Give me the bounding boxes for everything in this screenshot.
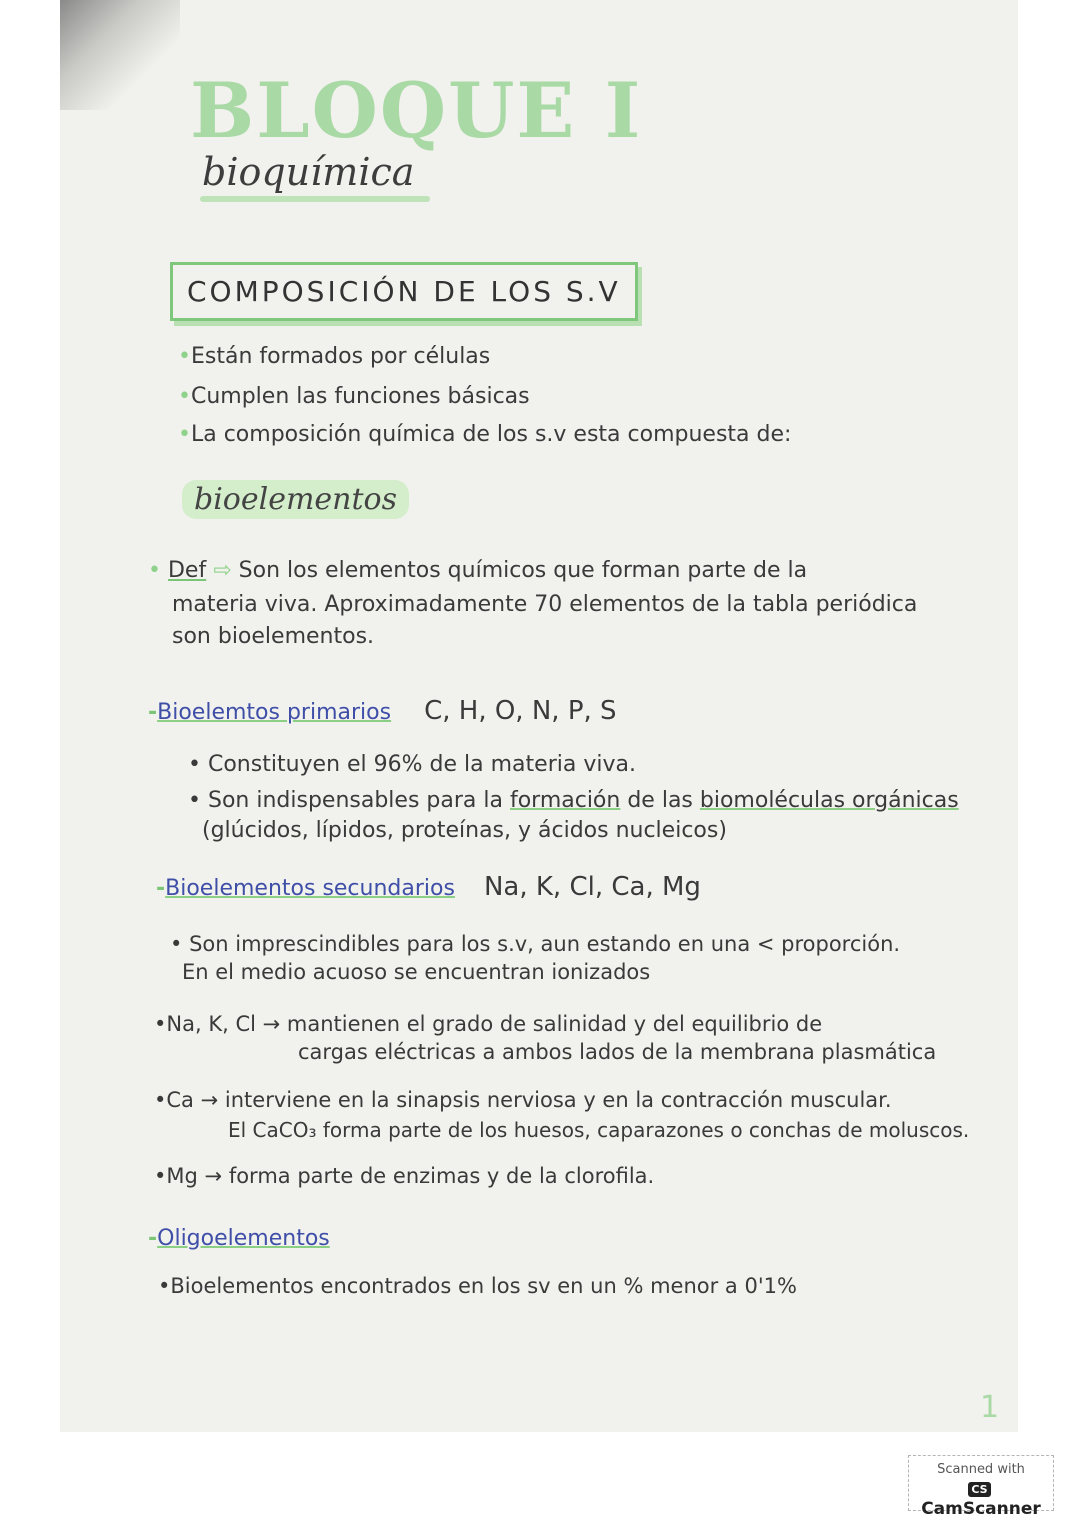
subsection-title: bioelementos	[182, 480, 409, 519]
ca-line-1: •Ca → interviene en la sinapsis nerviosa y en la contracción muscular.	[154, 1088, 892, 1112]
ca-line-2: El CaCO₃ forma parte de los huesos, caparazones o conchas de moluscos.	[228, 1118, 970, 1142]
primarios-bullet-1: • Constituyen el 96% de la materia viva.	[188, 752, 636, 777]
definition-line-3: son bioelementos.	[172, 624, 375, 649]
definition-line-1: • Def ⇨ Son los elementos químicos que forman parte de la	[148, 558, 808, 583]
page-subtitle: bioquímica	[202, 150, 415, 194]
intro-bullet-3: •La composición química de los s.v esta compuesta de:	[178, 422, 792, 447]
secundarios-heading: -Bioelementos secundarios Na, K, Cl, Ca, Mg	[156, 872, 701, 902]
secundarios-bullet-1-line-2: En el medio acuoso se encuentran ionizados	[182, 960, 651, 984]
page-corner-shadow	[60, 0, 180, 110]
primarios-heading: -Bioelemtos primarios C, H, O, N, P, S	[148, 696, 617, 726]
notebook-page	[60, 0, 1018, 1432]
intro-bullet-1: •Están formados por células	[178, 344, 491, 369]
watermark-brand: CSCamScanner	[921, 1482, 1041, 1519]
nakcl-line-1: •Na, K, Cl → mantienen el grado de salinidad y del equilibrio de	[154, 1012, 823, 1036]
watermark-top-text: Scanned with	[937, 1462, 1025, 1477]
mg-line-1: •Mg → forma parte de enzimas y de la clorofila.	[154, 1164, 655, 1188]
nakcl-line-2: cargas eléctricas a ambos lados de la membrana plasmática	[298, 1040, 937, 1064]
secundarios-bullet-1: • Son imprescindibles para los s.v, aun estando en una < proporción.	[170, 932, 901, 956]
page-title: BLOQUE I	[190, 66, 643, 155]
subtitle-highlight	[200, 196, 430, 202]
definition-line-2: materia viva. Aproximadamente 70 elementos de la tabla periódica	[172, 592, 918, 617]
camscanner-watermark	[908, 1455, 1054, 1519]
oligo-bullet-1: •Bioelementos encontrados en los sv en un % menor a 0'1%	[158, 1274, 797, 1298]
intro-bullet-2: •Cumplen las funciones básicas	[178, 384, 530, 409]
section-heading: COMPOSICIÓN DE LOS S.V	[170, 262, 638, 321]
primarios-bullet-2-line-2: (glúcidos, lípidos, proteínas, y ácidos nucleicos)	[202, 818, 727, 843]
camscanner-logo-icon: CS	[968, 1482, 990, 1497]
primarios-bullet-2: • Son indispensables para la formación de las biomoléculas orgánicas	[188, 788, 959, 813]
page-number: 1	[980, 1390, 1000, 1425]
oligo-heading: -Oligoelementos	[148, 1226, 330, 1251]
